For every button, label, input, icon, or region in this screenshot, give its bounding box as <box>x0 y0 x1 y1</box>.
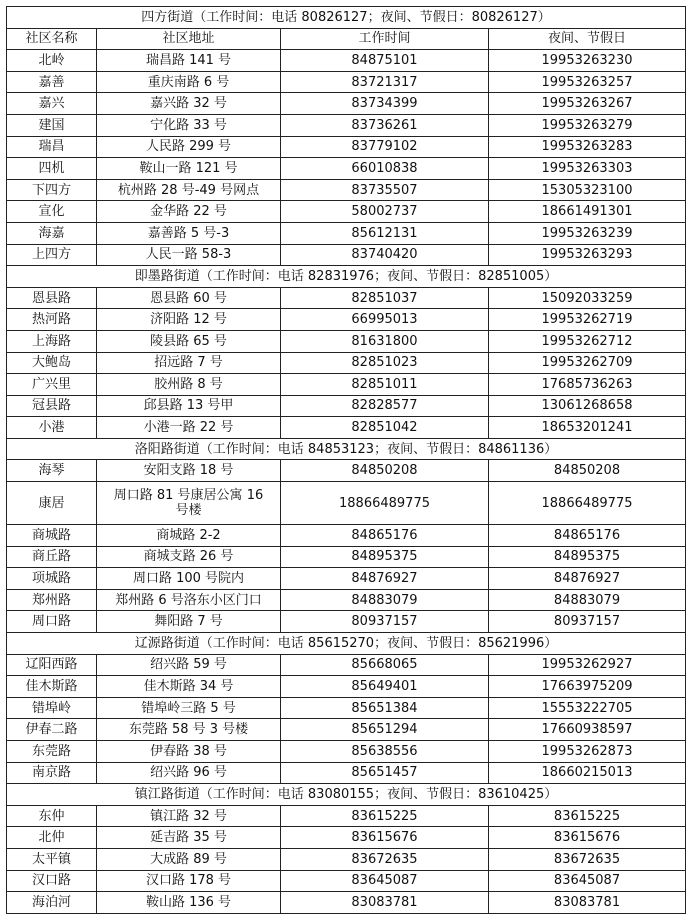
community-name-cell: 郑州路 <box>7 589 97 611</box>
column-header: 夜间、节假日 <box>489 28 686 50</box>
table-row <box>7 697 686 719</box>
work-hours-phone-cell: 18866489775 <box>281 482 489 525</box>
community-name-cell: 北仲 <box>7 827 97 849</box>
community-name-cell: 佳木斯路 <box>7 676 97 698</box>
night-holiday-phone-cell: 19953263267 <box>489 93 686 115</box>
community-name-cell: 宣化 <box>7 201 97 223</box>
community-address-cell: 陵县路 65 号 <box>97 330 281 352</box>
night-holiday-phone-cell: 19953263303 <box>489 158 686 180</box>
work-hours-phone-cell: 83734399 <box>281 93 489 115</box>
work-hours-phone-cell: 80937157 <box>281 611 489 633</box>
community-name-cell: 下四方 <box>7 179 97 201</box>
community-address-cell: 鞍山路 136 号 <box>97 892 281 914</box>
table-row <box>7 827 686 849</box>
table-row <box>7 870 686 892</box>
section-title-row <box>7 266 686 288</box>
night-holiday-phone-cell: 84883079 <box>489 589 686 611</box>
section-title-row <box>7 7 686 29</box>
night-holiday-phone-cell: 17663975209 <box>489 676 686 698</box>
table-row <box>7 374 686 396</box>
column-header-row <box>7 28 686 50</box>
community-address-cell: 伊春路 38 号 <box>97 741 281 763</box>
work-hours-phone-cell: 58002737 <box>281 201 489 223</box>
community-name-cell: 辽阳西路 <box>7 654 97 676</box>
community-address-cell: 恩县路 60 号 <box>97 287 281 309</box>
column-header: 社区地址 <box>97 28 281 50</box>
night-holiday-phone-cell: 19953262927 <box>489 654 686 676</box>
night-holiday-phone-cell: 19953262719 <box>489 309 686 331</box>
table-body <box>7 7 686 914</box>
night-holiday-phone-cell: 18653201241 <box>489 417 686 439</box>
community-name-cell: 瑞昌 <box>7 136 97 158</box>
community-name-cell: 周口路 <box>7 611 97 633</box>
work-hours-phone-cell: 85612131 <box>281 222 489 244</box>
section-title: 辽源路街道（工作时间：电话 85615270；夜间、节假日：85621996） <box>7 633 686 655</box>
community-name-cell: 嘉善 <box>7 71 97 93</box>
night-holiday-phone-cell: 13061268658 <box>489 395 686 417</box>
column-header: 工作时间 <box>281 28 489 50</box>
table-row <box>7 676 686 698</box>
community-name-cell: 小港 <box>7 417 97 439</box>
night-holiday-phone-cell: 19953263230 <box>489 50 686 72</box>
table-row <box>7 460 686 482</box>
night-holiday-phone-cell: 83615225 <box>489 805 686 827</box>
work-hours-phone-cell: 66995013 <box>281 309 489 331</box>
community-name-cell: 南京路 <box>7 762 97 784</box>
table-row <box>7 611 686 633</box>
night-holiday-phone-cell: 15305323100 <box>489 179 686 201</box>
night-holiday-phone-cell: 19953263279 <box>489 114 686 136</box>
night-holiday-phone-cell: 18661491301 <box>489 201 686 223</box>
table-row <box>7 395 686 417</box>
work-hours-phone-cell: 66010838 <box>281 158 489 180</box>
night-holiday-phone-cell: 18660215013 <box>489 762 686 784</box>
night-holiday-phone-cell: 15092033259 <box>489 287 686 309</box>
community-address-cell: 杭州路 28 号-49 号网点 <box>97 179 281 201</box>
community-name-cell: 上海路 <box>7 330 97 352</box>
table-row <box>7 93 686 115</box>
community-address-cell: 人民路 299 号 <box>97 136 281 158</box>
community-name-cell: 海泊河 <box>7 892 97 914</box>
section-title: 即墨路街道（工作时间：电话 82831976；夜间、节假日：82851005） <box>7 266 686 288</box>
work-hours-phone-cell: 83779102 <box>281 136 489 158</box>
table-row <box>7 244 686 266</box>
table-row <box>7 589 686 611</box>
community-address-cell: 汉口路 178 号 <box>97 870 281 892</box>
community-address-cell: 鞍山一路 121 号 <box>97 158 281 180</box>
table-row <box>7 158 686 180</box>
community-address-cell: 人民一路 58-3 <box>97 244 281 266</box>
community-address-cell: 济阳路 12 号 <box>97 309 281 331</box>
work-hours-phone-cell: 83740420 <box>281 244 489 266</box>
community-name-cell: 汉口路 <box>7 870 97 892</box>
community-address-cell: 错埠岭三路 5 号 <box>97 697 281 719</box>
section-title-row <box>7 438 686 460</box>
community-name-cell: 海琴 <box>7 460 97 482</box>
community-name-cell: 冠县路 <box>7 395 97 417</box>
community-name-cell: 北岭 <box>7 50 97 72</box>
work-hours-phone-cell: 84883079 <box>281 589 489 611</box>
community-name-cell: 商城路 <box>7 525 97 547</box>
community-name-cell: 恩县路 <box>7 287 97 309</box>
table-row <box>7 309 686 331</box>
work-hours-phone-cell: 83645087 <box>281 870 489 892</box>
night-holiday-phone-cell: 19953262873 <box>489 741 686 763</box>
work-hours-phone-cell: 82851042 <box>281 417 489 439</box>
table-row <box>7 762 686 784</box>
community-name-cell: 四机 <box>7 158 97 180</box>
community-name-cell: 热河路 <box>7 309 97 331</box>
table-row <box>7 136 686 158</box>
community-address-cell: 延吉路 35 号 <box>97 827 281 849</box>
table-row <box>7 848 686 870</box>
work-hours-phone-cell: 85651294 <box>281 719 489 741</box>
community-address-cell: 商城支路 26 号 <box>97 546 281 568</box>
table-row <box>7 352 686 374</box>
table-row <box>7 114 686 136</box>
community-address-cell: 胶州路 8 号 <box>97 374 281 396</box>
community-address-cell: 周口路 100 号院内 <box>97 568 281 590</box>
work-hours-phone-cell: 84876927 <box>281 568 489 590</box>
community-address-cell: 绍兴路 59 号 <box>97 654 281 676</box>
community-address-cell: 佳木斯路 34 号 <box>97 676 281 698</box>
community-address-cell: 小港一路 22 号 <box>97 417 281 439</box>
work-hours-phone-cell: 81631800 <box>281 330 489 352</box>
table-row <box>7 50 686 72</box>
work-hours-phone-cell: 82851023 <box>281 352 489 374</box>
work-hours-phone-cell: 84865176 <box>281 525 489 547</box>
work-hours-phone-cell: 83615225 <box>281 805 489 827</box>
community-name-cell: 上四方 <box>7 244 97 266</box>
community-name-cell: 建国 <box>7 114 97 136</box>
community-name-cell: 嘉兴 <box>7 93 97 115</box>
table-row <box>7 201 686 223</box>
work-hours-phone-cell: 83735507 <box>281 179 489 201</box>
table-row <box>7 525 686 547</box>
community-address-cell: 嘉兴路 32 号 <box>97 93 281 115</box>
community-name-cell: 大鲍岛 <box>7 352 97 374</box>
community-address-cell: 嘉善路 5 号-3 <box>97 222 281 244</box>
work-hours-phone-cell: 84875101 <box>281 50 489 72</box>
night-holiday-phone-cell: 17685736263 <box>489 374 686 396</box>
table-row <box>7 654 686 676</box>
work-hours-phone-cell: 83672635 <box>281 848 489 870</box>
community-address-cell: 招远路 7 号 <box>97 352 281 374</box>
night-holiday-phone-cell: 84850208 <box>489 460 686 482</box>
community-address-cell: 安阳支路 18 号 <box>97 460 281 482</box>
night-holiday-phone-cell: 19953263257 <box>489 71 686 93</box>
community-address-cell: 周口路 81 号康居公寓 16 号楼 <box>97 482 281 525</box>
community-address-cell: 舞阳路 7 号 <box>97 611 281 633</box>
community-name-cell: 太平镇 <box>7 848 97 870</box>
community-address-cell: 商城路 2-2 <box>97 525 281 547</box>
night-holiday-phone-cell: 17660938597 <box>489 719 686 741</box>
work-hours-phone-cell: 85649401 <box>281 676 489 698</box>
section-title: 洛阳路街道（工作时间：电话 84853123；夜间、节假日：84861136） <box>7 438 686 460</box>
section-title-row <box>7 633 686 655</box>
section-title: 镇江路街道（工作时间：电话 83080155；夜间、节假日：83610425） <box>7 784 686 806</box>
night-holiday-phone-cell: 84865176 <box>489 525 686 547</box>
table-row <box>7 741 686 763</box>
night-holiday-phone-cell: 83615676 <box>489 827 686 849</box>
night-holiday-phone-cell: 83645087 <box>489 870 686 892</box>
table-row <box>7 892 686 914</box>
community-address-cell: 重庆南路 6 号 <box>97 71 281 93</box>
night-holiday-phone-cell: 83083781 <box>489 892 686 914</box>
work-hours-phone-cell: 85668065 <box>281 654 489 676</box>
work-hours-phone-cell: 82828577 <box>281 395 489 417</box>
table-row <box>7 417 686 439</box>
night-holiday-phone-cell: 80937157 <box>489 611 686 633</box>
work-hours-phone-cell: 84895375 <box>281 546 489 568</box>
community-address-cell: 东莞路 58 号 3 号楼 <box>97 719 281 741</box>
table-row <box>7 222 686 244</box>
table-row <box>7 330 686 352</box>
section-title-row <box>7 784 686 806</box>
work-hours-phone-cell: 83721317 <box>281 71 489 93</box>
table-row <box>7 546 686 568</box>
work-hours-phone-cell: 84850208 <box>281 460 489 482</box>
night-holiday-phone-cell: 19953263283 <box>489 136 686 158</box>
community-name-cell: 东仲 <box>7 805 97 827</box>
community-address-cell: 镇江路 32 号 <box>97 805 281 827</box>
table-row <box>7 71 686 93</box>
community-name-cell: 康居 <box>7 482 97 525</box>
work-hours-phone-cell: 85651457 <box>281 762 489 784</box>
community-address-cell: 绍兴路 96 号 <box>97 762 281 784</box>
table-row <box>7 568 686 590</box>
night-holiday-phone-cell: 15553222705 <box>489 697 686 719</box>
work-hours-phone-cell: 85651384 <box>281 697 489 719</box>
work-hours-phone-cell: 83615676 <box>281 827 489 849</box>
table-row <box>7 287 686 309</box>
work-hours-phone-cell: 82851037 <box>281 287 489 309</box>
community-name-cell: 商丘路 <box>7 546 97 568</box>
community-name-cell: 项城路 <box>7 568 97 590</box>
night-holiday-phone-cell: 84895375 <box>489 546 686 568</box>
table-row <box>7 719 686 741</box>
table-row <box>7 179 686 201</box>
work-hours-phone-cell: 83083781 <box>281 892 489 914</box>
community-name-cell: 伊春二路 <box>7 719 97 741</box>
community-address-cell: 宁化路 33 号 <box>97 114 281 136</box>
work-hours-phone-cell: 82851011 <box>281 374 489 396</box>
community-address-cell: 郑州路 6 号洛东小区门口 <box>97 589 281 611</box>
community-name-cell: 海嘉 <box>7 222 97 244</box>
community-address-cell: 瑞昌路 141 号 <box>97 50 281 72</box>
community-contact-table <box>6 6 686 914</box>
community-address-cell: 金华路 22 号 <box>97 201 281 223</box>
night-holiday-phone-cell: 84876927 <box>489 568 686 590</box>
column-header: 社区名称 <box>7 28 97 50</box>
section-title: 四方街道（工作时间：电话 80826127；夜间、节假日：80826127） <box>7 7 686 29</box>
night-holiday-phone-cell: 19953263239 <box>489 222 686 244</box>
night-holiday-phone-cell: 18866489775 <box>489 482 686 525</box>
work-hours-phone-cell: 85638556 <box>281 741 489 763</box>
table-row <box>7 482 686 525</box>
community-name-cell: 广兴里 <box>7 374 97 396</box>
work-hours-phone-cell: 83736261 <box>281 114 489 136</box>
table-row <box>7 805 686 827</box>
community-address-cell: 邱县路 13 号甲 <box>97 395 281 417</box>
community-name-cell: 错埠岭 <box>7 697 97 719</box>
community-address-cell: 大成路 89 号 <box>97 848 281 870</box>
night-holiday-phone-cell: 19953262709 <box>489 352 686 374</box>
community-name-cell: 东莞路 <box>7 741 97 763</box>
night-holiday-phone-cell: 83672635 <box>489 848 686 870</box>
night-holiday-phone-cell: 19953263293 <box>489 244 686 266</box>
night-holiday-phone-cell: 19953262712 <box>489 330 686 352</box>
